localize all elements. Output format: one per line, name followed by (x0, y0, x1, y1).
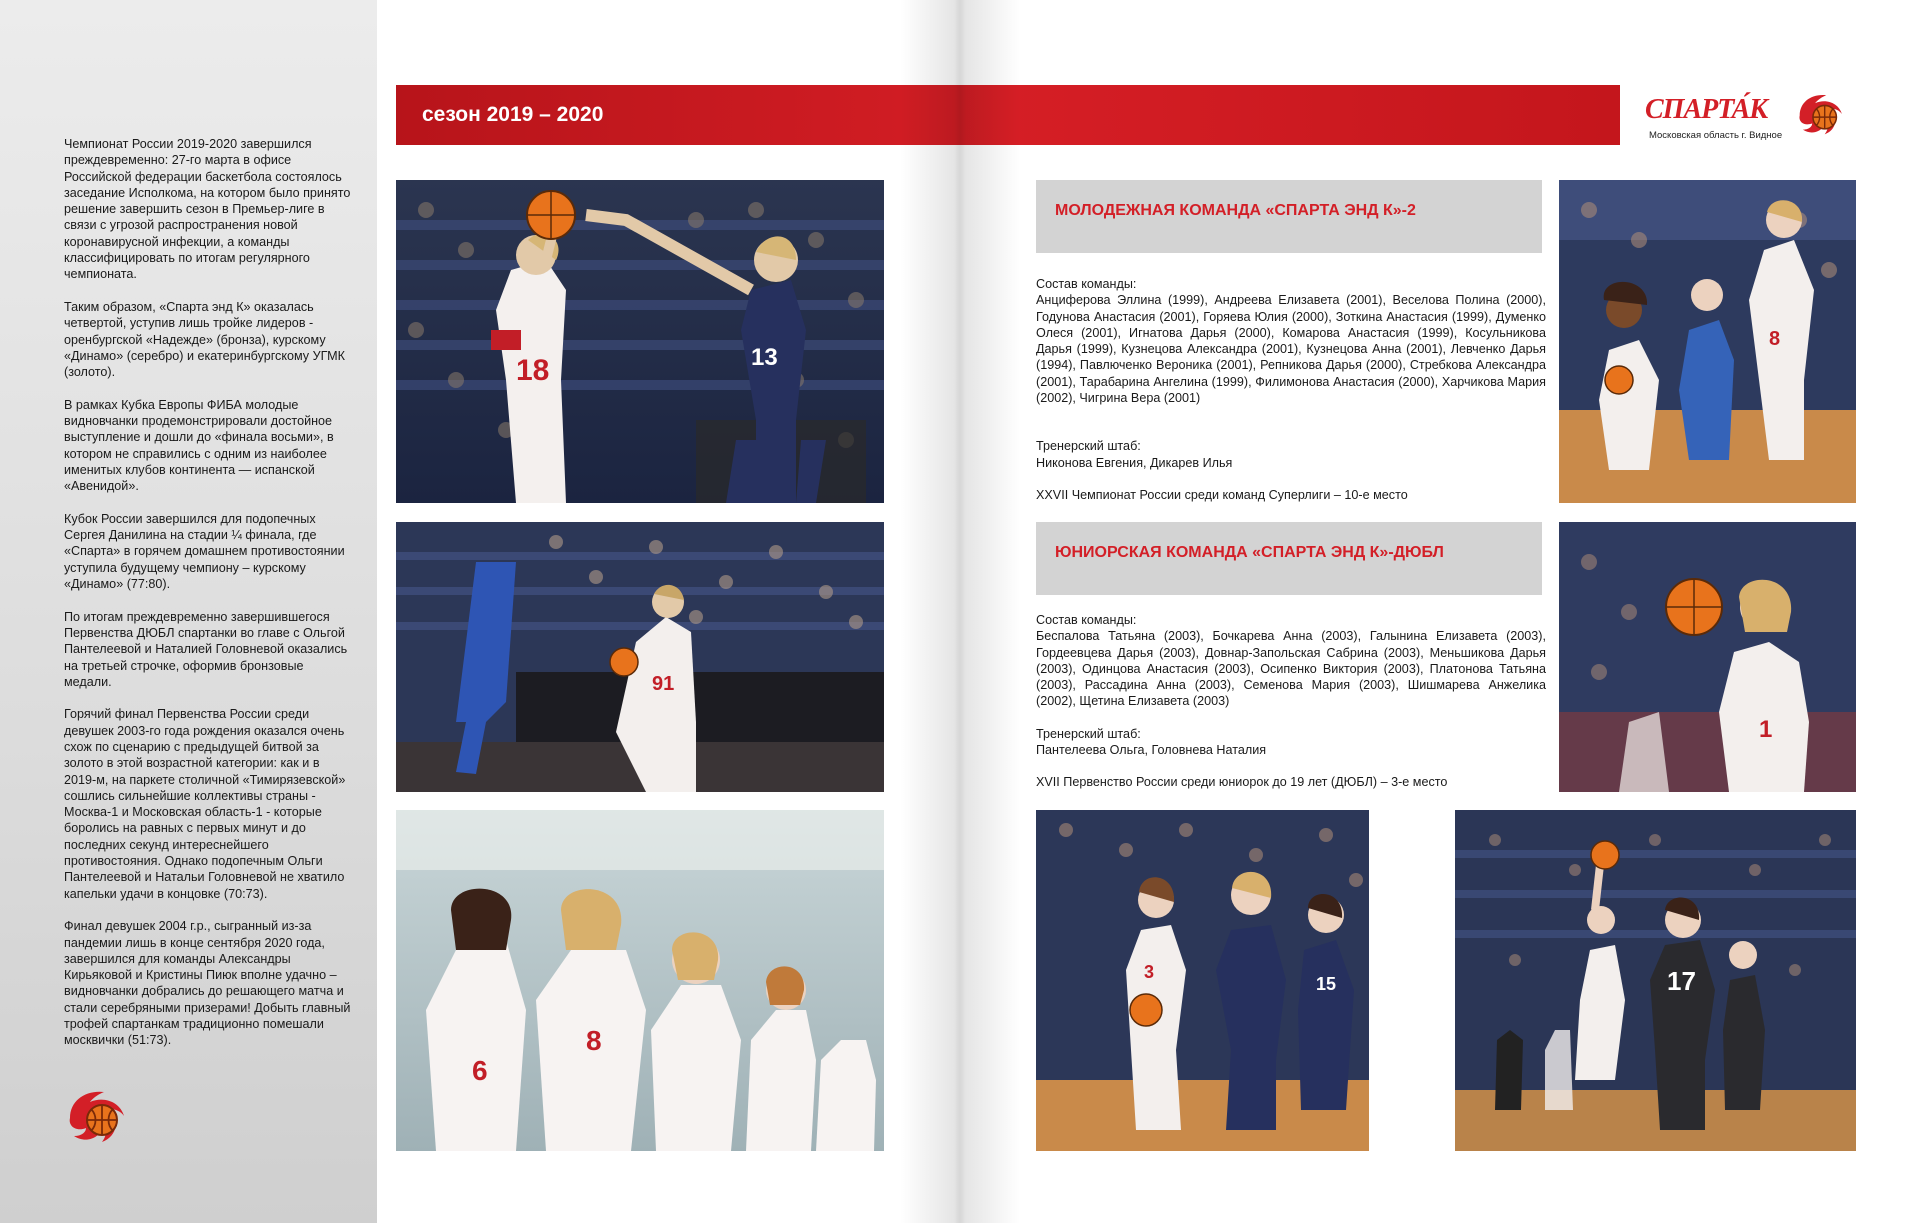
team2-result: XVII Первенство России среди юниорок до 19 лет (ДЮБЛ) – 3-е место (1036, 775, 1448, 790)
photo-game-shot-block (396, 180, 884, 503)
team1-staff: Никонова Евгения, Дикарев Илья (1036, 455, 1233, 470)
jersey-number: 6 (472, 1055, 488, 1086)
team1-title: МОЛОДЕЖНАЯ КОМАНДА «СПАРТА ЭНД К»-2 (1055, 202, 1416, 219)
summary-paragraph: Финал девушек 2004 г.р., сыгранный из-за пандемии лишь в конце сентября 2020 года, завершился для команды Александры Кирьяковой и Кристины Пиюк вполне удачно – видновчанки добрались до решающего матча и стали серебряными призерами! Добыть главный трофей спартанкам традиционно помешали москвички (51:73). (64, 919, 351, 1048)
photo-game-defense (1036, 810, 1369, 1151)
team2-details (1036, 612, 1546, 791)
team1-staff-label: Тренерский штаб: (1036, 439, 1141, 454)
photo-game-drive (1559, 180, 1856, 503)
jersey-number: 18 (516, 354, 550, 387)
team2-heading-box (1036, 522, 1542, 595)
summary-paragraph: Таким образом, «Спарта энд К» оказалась четвертой, уступив лишь тройке лидеров - оренбургской «Надежде» (бронза), курскому «Динамо» (серебро) и екатеринбургскому УГМК (золото). (64, 299, 345, 380)
summary-paragraph: Горячий финал Первенства России среди девушек 2003-го года рождения оказался очень схож по сценарию с предыдущей битвой за золото в этой возрастной категории: как и в 2019-м, на паркете столичной «Тимирязевской» сошлись сильнейшие коллективы страны - Москва-1 и Московская область-1 - которые боролись на равных с первых минут и до последних секунд интереснейшего противостояния. Однако подопечным Ольги Пантелеевой и Натальи Головневой не хватило капельки удачи в концовке (70:73). (64, 707, 346, 901)
jersey-number: 8 (586, 1025, 602, 1056)
season-title: сезон 2019 – 2020 (422, 103, 604, 126)
jersey-number: 8 (1769, 328, 1781, 350)
logo-subtitle: Московская область г. Видное (1649, 130, 1783, 141)
club-emblem-icon (64, 1088, 128, 1149)
team2-staff: Пантелеева Ольга, Головнева Наталия (1036, 743, 1267, 758)
team2-roster-label: Состав команды: (1036, 613, 1137, 627)
summary-paragraph: В рамках Кубка Европы ФИБА молодые видновчанки продемонстрировали достойное выступление и дошли до «финала восьми», в котором не справились с одним из наиболее именитых клубов континента — испанской «Авенидой». (64, 397, 334, 494)
team1-roster: Анциферова Эллина (1999), Андреева Елизавета (2001), Веселова Полина (2000), Годунова Анастасия (2001), Горяева Юлия (2000), Зоткина Анастасия (1999), Думенко Олеся (2001), Игнатова Дарья (2000), Комарова Анастасия (1999), Косульникова Дарья (1999), Кузнецова Александра (2001), Кузнецова Анна (2001), Левченко Дарья (1994), Павлюченко Вероника (2001), Репникова Дарья (2000), Стребкова Александра (2001), Тарабарина Ангелина (1999), Филимонова Анастасия (2000), Харчикова Мария (2002), Чигрина Вера (2001) (1036, 293, 1546, 406)
team1-heading-box (1036, 180, 1542, 253)
summary-paragraph: Чемпионат России 2019-2020 завершился преждевременно: 27-го марта в офисе Российской федерации баскетбола состоялось заседание Исполкома, на котором было принято решение завершить сезон в Премьер-лиге в связи с угрозой распространения новой коронавирусной инфекции, а команды классифицировать по итогам регулярного чемпионата. (64, 137, 351, 282)
jersey-number: 15 (1316, 974, 1337, 994)
team1-details (1036, 276, 1546, 503)
page-fold-shadow (900, 0, 1020, 1223)
summary-paragraph: Кубок России завершился для подопечных Сергея Данилина на стадии ¼ финала, где «Спарта» в горячем домашнем противостоянии уступила будущему чемпиону – курскому «Динамо» (77:80). (64, 511, 345, 592)
photo-team-celebration (396, 810, 884, 1151)
photo-free-throw (1559, 522, 1856, 792)
photo-game-dribble (396, 522, 884, 792)
jersey-number: 17 (1667, 966, 1696, 996)
team2-staff-label: Тренерский штаб: (1036, 726, 1141, 741)
logo-wordmark: СПАРТА́К (1645, 94, 1768, 125)
team1-result: XXVII Чемпионат России среди команд Суперлиги – 10-е место (1036, 487, 1408, 502)
jersey-number: 13 (751, 344, 778, 371)
team2-title: ЮНИОРСКАЯ КОМАНДА «СПАРТА ЭНД К»-ДЮБЛ (1055, 544, 1444, 561)
team2-roster: Беспалова Татьяна (2003), Бочкарева Анна (2003), Галынина Елизавета (2003), Гордеевцева Дарья (2003), Довнар-Запольская Сабрина (2003), Меньшикова Дарья (2003), Одинцова Анастасия (2003), Осипенко Виктория (2003), Платонова Татьяна (2003), Рассадина Анна (2003), Семенова Мария (2003), Шишмарева Анжелика (2002), Щетина Елизавета (2003) (1036, 629, 1546, 709)
jersey-number: 3 (1144, 962, 1155, 982)
team1-roster-label: Состав команды: (1036, 277, 1137, 291)
season-summary-text (64, 136, 354, 1065)
season-header-bar (396, 85, 1620, 145)
logo-ball-icon (1795, 90, 1845, 138)
jersey-number: 91 (652, 673, 675, 695)
spartak-logo (1645, 88, 1845, 148)
summary-paragraph: По итогам преждевременно завершившегося Первенства ДЮБЛ спартанки во главе с Ольгой Пантелеевой и Наталией Головневой оказались на третьей строчке, оформив бронзовые медали. (64, 609, 348, 689)
photo-game-layup (1455, 810, 1856, 1151)
jersey-number: 1 (1759, 716, 1773, 743)
